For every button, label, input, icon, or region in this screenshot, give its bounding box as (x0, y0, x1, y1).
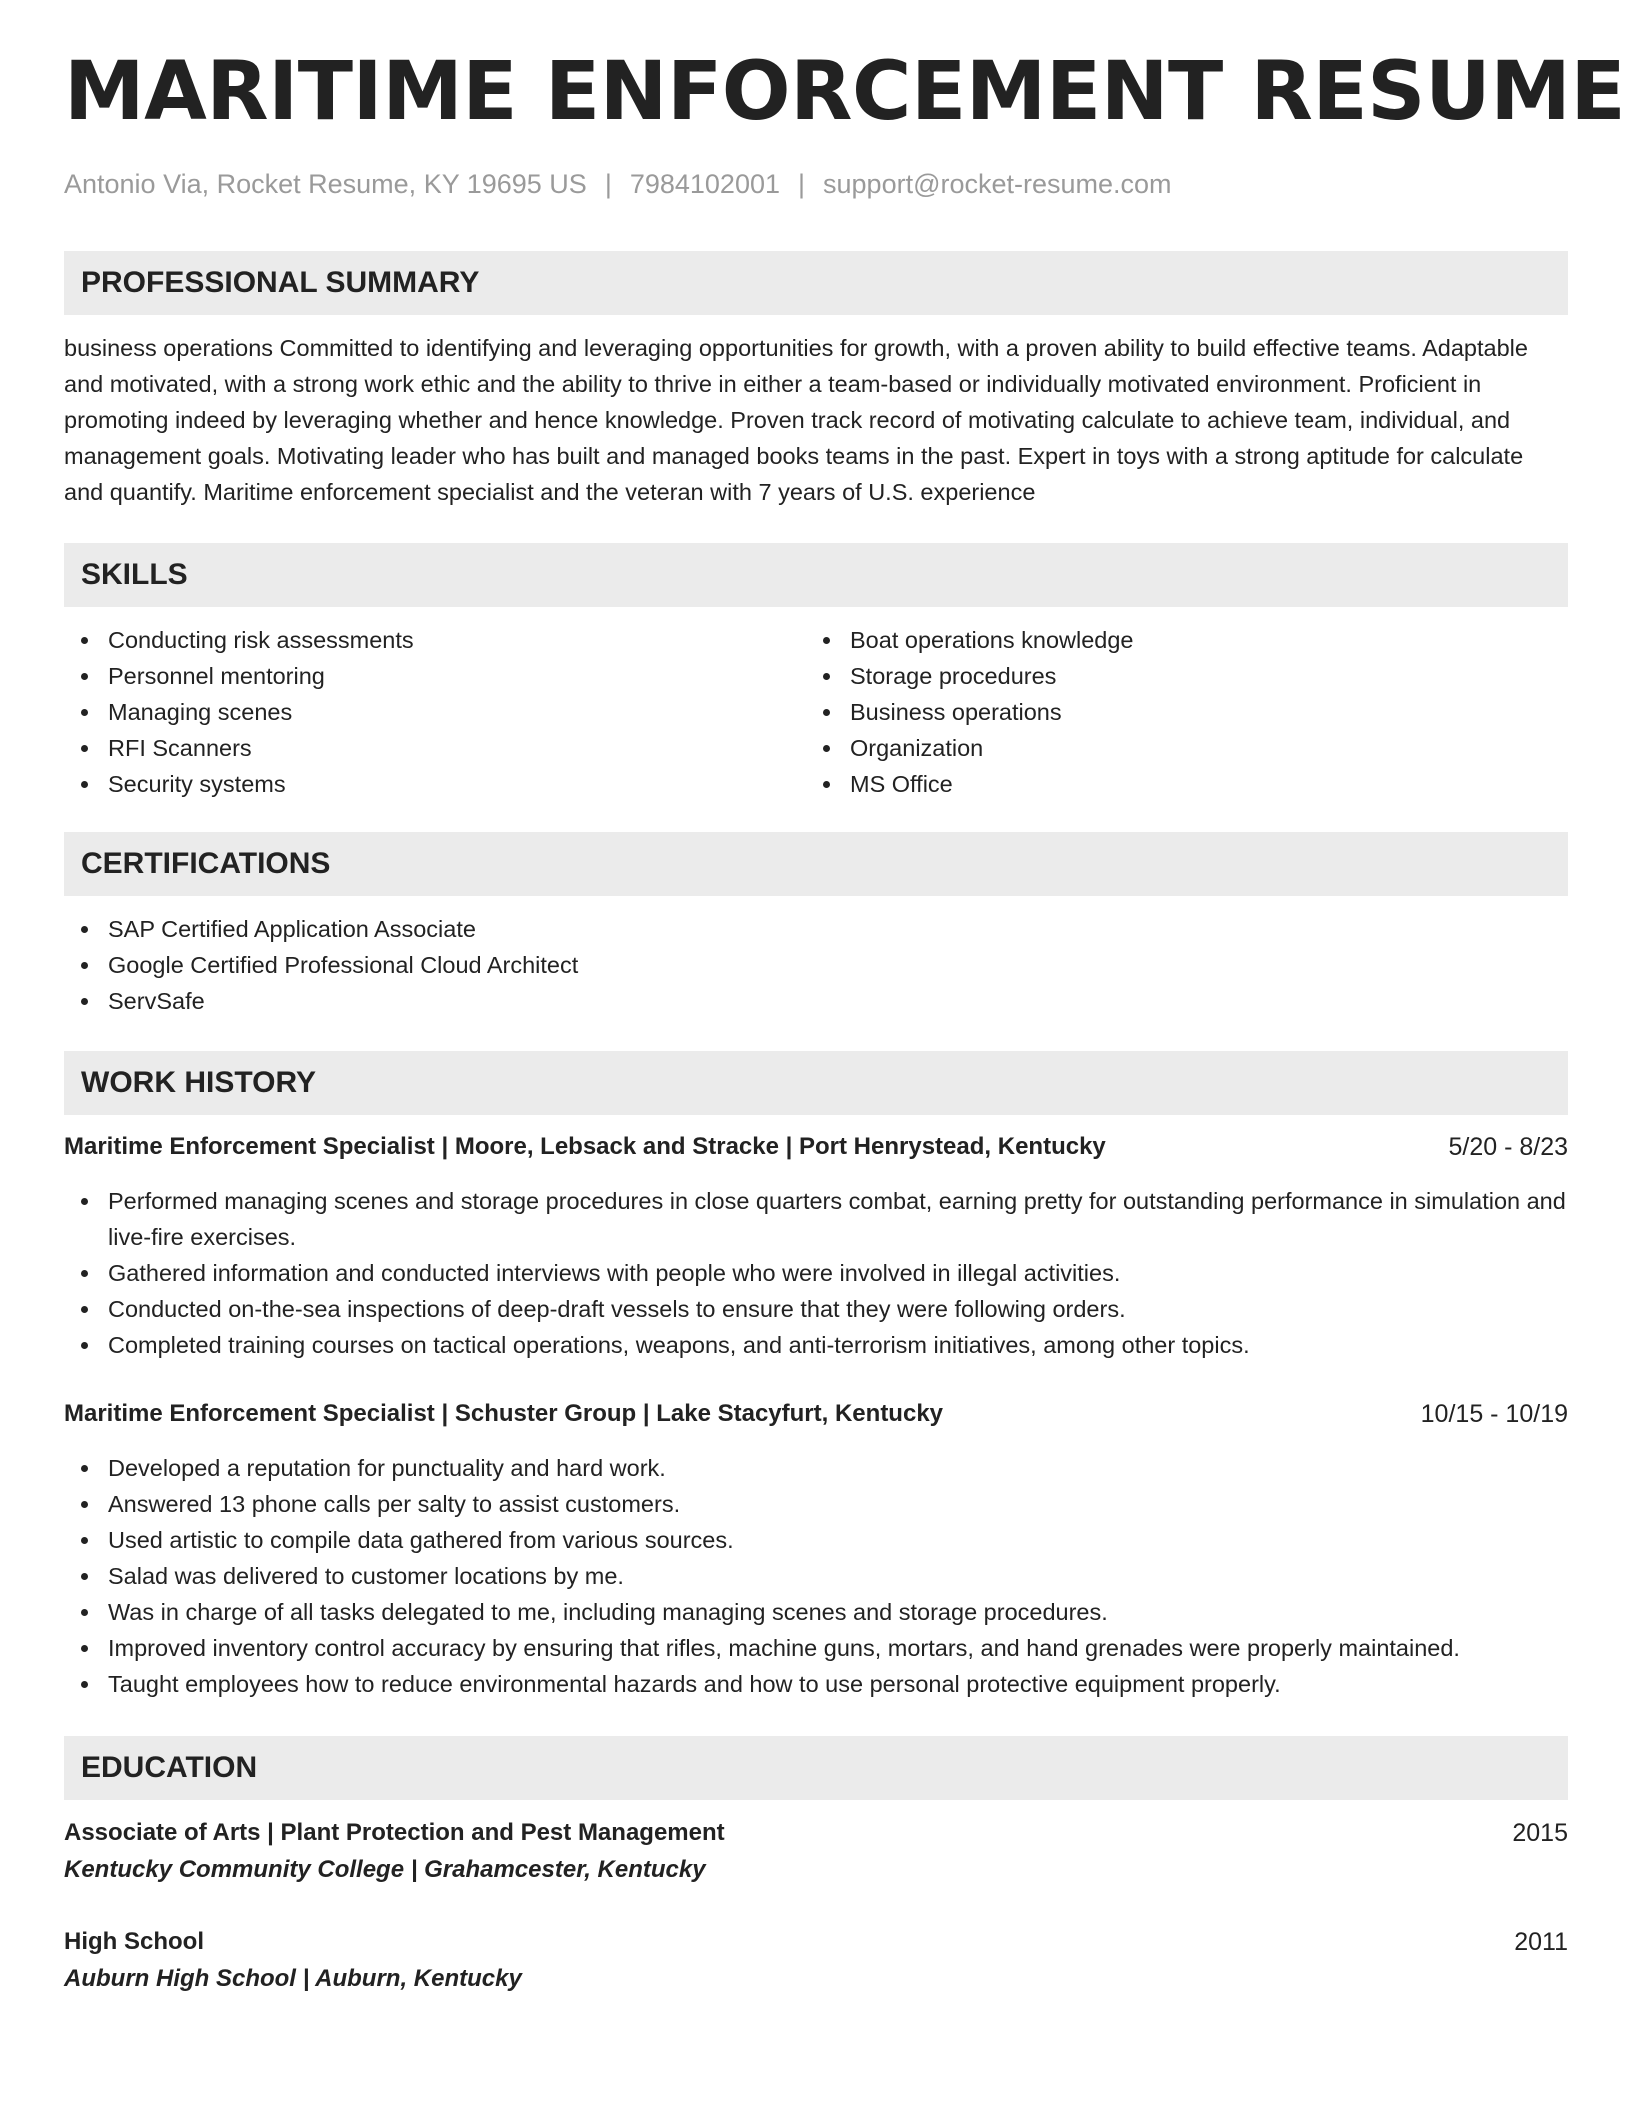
list-item: Answered 13 phone calls per salty to assist customers. (64, 1486, 1568, 1522)
job-bullets (64, 1183, 1568, 1363)
list-item: Completed training courses on tactical operations, weapons, and anti-terrorism initiatives, among other topics. (64, 1327, 1568, 1363)
list-item: Business operations (806, 694, 1506, 730)
job-dates: 5/20 - 8/23 (1448, 1133, 1568, 1161)
list-item: MS Office (806, 766, 1506, 802)
skills-heading: SKILLS (64, 543, 1568, 607)
graduation-year: 2015 (1512, 1819, 1568, 1847)
certifications-list (64, 911, 1568, 1019)
resume-title: MARITIME ENFORCEMENT RESUME (64, 45, 1626, 139)
certifications-heading: CERTIFICATIONS (64, 832, 1568, 896)
school-name: Auburn High School | Auburn, Kentucky (64, 1965, 522, 1992)
contact-address: Antonio Via, Rocket Resume, KY 19695 US (64, 169, 587, 199)
list-item: Managing scenes (64, 694, 764, 730)
list-item: Taught employees how to reduce environmental hazards and how to use personal protective equipment properly. (64, 1666, 1568, 1702)
contact-email: support@rocket-resume.com (823, 169, 1172, 199)
list-item: Boat operations knowledge (806, 622, 1506, 658)
skills-list-right (806, 622, 1506, 802)
list-item: Performed managing scenes and storage procedures in close quarters combat, earning pretty for outstanding performance in simulation and live-fire exercises. (64, 1183, 1568, 1255)
job-title: Maritime Enforcement Specialist | Schuster Group | Lake Stacyfurt, Kentucky (64, 1400, 944, 1427)
list-item: RFI Scanners (64, 730, 764, 766)
job-dates: 10/15 - 10/19 (1420, 1400, 1568, 1428)
job-header (64, 1396, 1568, 1432)
job-title: Maritime Enforcement Specialist | Moore, Lebsack and Stracke | Port Henrystead, Kentucky (64, 1133, 1106, 1160)
list-item: Storage procedures (806, 658, 1506, 694)
education-header (64, 1815, 1568, 1851)
education-header (64, 1924, 1568, 1960)
skills-list-left (64, 622, 764, 802)
job-header (64, 1129, 1568, 1165)
list-item: Salad was delivered to customer locations by me. (64, 1558, 1568, 1594)
list-item: Conducting risk assessments (64, 622, 764, 658)
contact-line (64, 168, 1172, 200)
list-item: Organization (806, 730, 1506, 766)
list-item: Google Certified Professional Cloud Architect (64, 947, 1568, 983)
degree: Associate of Arts | Plant Protection and Pest Management (64, 1819, 725, 1846)
list-item: Personnel mentoring (64, 658, 764, 694)
list-item: Used artistic to compile data gathered from various sources. (64, 1522, 1568, 1558)
degree: High School (64, 1928, 204, 1955)
list-item: Improved inventory control accuracy by ensuring that rifles, machine guns, mortars, and hand grenades were properly maintained. (64, 1630, 1568, 1666)
list-item: ServSafe (64, 983, 1568, 1019)
summary-text: business operations Committed to identifying and leveraging opportunities for growth, with a proven ability to build effective teams. Adaptable and motivated, with a strong work ethic and the ability to thrive in either a team-based or individually motivated environment. Proficient in promoting indeed by leveraging whether and hence knowledge. Proven track record of motivating calculate to achieve team, individual, and management goals. Motivating leader who has built and managed books teams in the past. Expert in toys with a strong aptitude for calculate and quantify. Maritime enforcement specialist and the veteran with 7 years of U.S. experience (64, 335, 1528, 505)
education-heading: EDUCATION (64, 1736, 1568, 1800)
contact-separator: | (604, 169, 612, 199)
summary-heading: PROFESSIONAL SUMMARY (64, 251, 1568, 315)
contact-phone: 7984102001 (629, 169, 780, 199)
list-item: Security systems (64, 766, 764, 802)
job-bullets (64, 1450, 1568, 1702)
work-history-heading: WORK HISTORY (64, 1051, 1568, 1115)
list-item: Was in charge of all tasks delegated to me, including managing scenes and storage procedures. (64, 1594, 1568, 1630)
contact-separator: | (798, 169, 806, 199)
list-item: Conducted on-the-sea inspections of deep-draft vessels to ensure that they were following orders. (64, 1291, 1568, 1327)
list-item: SAP Certified Application Associate (64, 911, 1568, 947)
school-name: Kentucky Community College | Grahamcester, Kentucky (64, 1856, 706, 1883)
list-item: Developed a reputation for punctuality and hard work. (64, 1450, 1568, 1486)
list-item: Gathered information and conducted interviews with people who were involved in illegal activities. (64, 1255, 1568, 1291)
graduation-year: 2011 (1514, 1928, 1568, 1956)
